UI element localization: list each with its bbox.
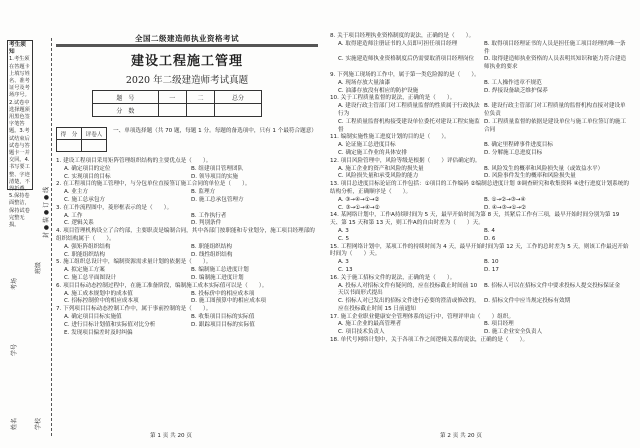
answer-option[interactable]: A. 业主方 — [64, 189, 89, 196]
answer-option[interactable]: A. 施工成本规划中的成本值 — [64, 290, 133, 297]
question-item — [56, 306, 318, 337]
answer-option[interactable]: D. 施工总承包管理方 — [191, 196, 244, 203]
question-item — [330, 314, 630, 337]
label-student-number: 学号 — [11, 343, 18, 356]
question-stem: 5. 施工组织总设计中，编制资源需求量计划的依据是（ ）。 — [56, 259, 212, 266]
option-row — [330, 197, 630, 205]
question-stem: 10. 关于工程质量监督的说法，正确的是（ ）。 — [330, 95, 456, 102]
answer-option[interactable]: A. 确定项目目标实施值 — [64, 313, 122, 320]
answer-option[interactable]: A. 强矩阵组织结构 — [64, 243, 111, 250]
option-row — [56, 220, 318, 228]
label-name: 姓名 — [11, 417, 18, 430]
answer-option[interactable]: C. 招标人对已发出的招标文件进行必要的澄清或修改的，应在投标截止时间 15 日前通知 — [338, 298, 480, 312]
option-row — [56, 330, 318, 338]
question-list-left — [56, 158, 318, 337]
question-item — [330, 337, 630, 345]
option-row — [56, 298, 318, 306]
notice-title: 考生须知 — [9, 42, 26, 56]
left-column — [56, 33, 318, 337]
answer-option[interactable]: D. 工程质量监督的依据是建设单位与施工单位签订的施工合同 — [484, 118, 627, 133]
answer-option[interactable]: C. 施工总平面图设计 — [64, 274, 117, 281]
answer-option[interactable]: A. 拟定施工方案 — [64, 267, 105, 274]
score-table — [92, 90, 262, 117]
score-value-cell[interactable] — [186, 104, 214, 117]
question-stem: 14. 某网络计划中，工作A持续时间为 5 天，最早开始时间为第 8 天，其紧后工作有三项，最早开始时间分别为第 19 天、第 15 天和第 13 天，则工作A的自由时差为（ ）天。 — [330, 212, 620, 227]
option-row — [330, 142, 630, 150]
answer-option[interactable]: C. 进行目标计划值和实际值对比分析 — [64, 321, 156, 328]
answer-option[interactable]: C. 施工总承包方 — [64, 196, 106, 203]
question-item — [56, 181, 318, 204]
option-row — [56, 267, 318, 275]
answer-option[interactable]: D. ④→③→①→② — [484, 204, 526, 211]
answer-option[interactable]: C. 实施建造师执业资格制度后仍需要取消项目经理岗位 — [338, 56, 475, 63]
option-row — [330, 56, 630, 72]
option-row — [56, 166, 318, 174]
question-item — [330, 134, 630, 157]
answer-option[interactable]: B. 招标人可以在招标文件中要求投标人提交投标保证金 — [484, 282, 621, 289]
answer-option[interactable]: C. 13 — [338, 266, 353, 273]
question-item — [330, 95, 630, 134]
answer-option[interactable]: D. 施工图预算中的相应成本项 — [191, 298, 266, 305]
answer-option[interactable]: C. 逻辑关系 — [64, 220, 94, 227]
answer-option[interactable]: D. 招标文件中应当规定投标有效期 — [484, 298, 571, 305]
answer-option[interactable]: B. ①→②→③→④ — [484, 196, 526, 203]
question-stem: 2. 在工程项目的施工管理中，与分包单位直接签订施工合同的单位是（ ）。 — [56, 181, 251, 188]
exam-notice-box — [7, 40, 33, 229]
question-stem: 6. 项目目标动态控制过程中，在施工准备阶段，编制施工成本实际值可以是（ ）。 — [56, 282, 268, 289]
exam-title: 2020 年二级建造师考试真题 — [125, 75, 249, 86]
notice-body: 1.考生须在答题卡上填写姓名、准考证号及考场序号。2.试卷中选择题须用黑色签字笔答题。3.考试结束后试卷与答题卡一并交回。4.书写要工整、字迹清楚，不得折叠。5.保持卷面整洁，保持试卷完整无损。 — [9, 56, 30, 229]
option-row — [330, 259, 630, 267]
answer-option[interactable]: D. 判别条件 — [191, 220, 222, 227]
answer-option[interactable]: B. 编制施工总进度计划 — [191, 267, 249, 274]
answer-option[interactable]: A. 工作 — [64, 212, 83, 219]
page-footer-left: 第 1 页 共 20 页 — [150, 433, 192, 439]
answer-option[interactable]: C. 油漆存放没有相应的防护设施 — [338, 87, 419, 94]
banner-rule — [56, 44, 318, 47]
score-header-cell: 总分 — [215, 91, 262, 104]
option-row — [330, 119, 630, 135]
answer-option[interactable]: D. 跟踪项目目标的实际值 — [191, 321, 255, 328]
answer-option[interactable]: A. 建设行政主管部门对工程质量监督的性质属于行政执法行为 — [338, 103, 480, 117]
label-exam-room: 考场 — [11, 277, 18, 290]
answer-option[interactable]: B. 风险发生的概率和风险损失量（或效益水平） — [484, 165, 604, 172]
answer-option[interactable]: A. 投标人对招标文件有疑问的，应在投标截止时间前 10 天以书面形式提出 — [338, 282, 478, 297]
answer-option[interactable]: A. 3 — [338, 227, 349, 234]
score-header-cell: 二 — [186, 91, 214, 104]
answer-option[interactable]: C. ③→①→④→② — [338, 204, 380, 211]
question-stem: 7. 下列项目目标动态控制工作中，属于事前控制的是（ ）。 — [56, 306, 212, 313]
answer-option[interactable]: B. 4 — [484, 227, 495, 234]
page-footer-right: 第 2 页 共 20 页 — [440, 433, 482, 439]
option-row — [330, 41, 630, 57]
answer-option[interactable]: C. 确定施工作业的具体安排 — [338, 149, 407, 156]
answer-option[interactable]: A. 确定项目的定位 — [64, 165, 111, 172]
option-row — [330, 283, 630, 299]
option-row — [56, 244, 318, 252]
grader-cell: 得 分 — [57, 128, 82, 140]
question-item — [330, 212, 630, 243]
answer-option[interactable]: D. 领导项目的实施 — [191, 173, 239, 180]
question-stem: 3. 在工作流程图中，菱形框表示的是（ ）。 — [56, 204, 173, 211]
option-row — [56, 197, 318, 205]
question-stem: 1. 建设工程项目采用矩阵管理组织结构的主要优点是（ ）。 — [56, 158, 212, 164]
question-item — [330, 33, 630, 72]
answer-option[interactable]: B. 建设行政主管部门对工程质量的监督机构直接对建设单位负责 — [484, 103, 626, 117]
question-item — [56, 228, 318, 259]
answer-option[interactable]: A. 施工企业的最高管理者 — [338, 321, 402, 328]
subject-title: 建设工程施工管理 — [130, 54, 243, 69]
answer-option[interactable]: A. 施工企业的资产和风险的损失量 — [338, 165, 424, 172]
option-row — [330, 80, 630, 88]
option-row — [330, 103, 630, 119]
question-item — [330, 181, 630, 212]
question-stem: 11. 编制实施性施工进度计划的目的是（ ）。 — [330, 134, 450, 141]
answer-option[interactable]: C. 5 — [338, 235, 350, 242]
question-stem: 12. 项目风险管理中，风险等级是根据（ ）评估确定的。 — [330, 157, 481, 164]
question-item — [56, 259, 318, 282]
answer-option[interactable]: B. 职能组织结构 — [191, 243, 232, 250]
binding-strip — [3, 38, 52, 436]
grader-cell: 评卷人 — [82, 128, 107, 140]
answer-option[interactable]: B. 项目经理 — [484, 321, 514, 328]
option-row — [330, 236, 630, 244]
right-column — [330, 33, 630, 345]
score-header-cell: 题 号 — [93, 91, 159, 104]
answer-option[interactable]: A. 3 — [338, 259, 349, 266]
option-row — [330, 298, 630, 314]
option-row — [330, 228, 630, 236]
cut-line-marks: 封 ● 装 ● 订 ● 线 — [43, 186, 50, 238]
answer-option[interactable]: C. 工程质量监督机构接受建设单位委托对建设工程实施监督 — [338, 118, 480, 133]
label-class: 班级 — [35, 261, 42, 274]
answer-option[interactable]: C. 职能组织结构 — [64, 251, 106, 258]
answer-option[interactable]: A. 取得建造师注册证书的人员即可担任项目经理 — [338, 40, 458, 47]
answer-option[interactable]: D. 编制施工进度计划 — [191, 274, 244, 281]
option-row — [56, 213, 318, 221]
grader-table — [56, 127, 107, 152]
answer-option[interactable]: C. 风险损失量和承受风险的能力 — [338, 173, 419, 180]
question-item — [330, 275, 630, 314]
question-stem: 15. 工程网络计划中，某项工作的持续时间为 4 天，最早开始时间为第 12 天，工作的总时差为 5 天，则该工作最迟开始时间为（ ）天。 — [330, 243, 629, 258]
answer-option[interactable]: D. 17 — [484, 266, 499, 273]
answer-option[interactable]: B. 10 — [484, 259, 499, 266]
answer-option[interactable]: E. 发现项目偏差时及时纠偏 — [64, 329, 133, 336]
answer-option[interactable]: C. 招标控制价中的相应成本项 — [64, 298, 139, 305]
question-stem: 18. 单代号网络计划中，关于各项工作之间逻辑关系的说法，正确的是（ ）。 — [330, 337, 529, 344]
grader-cell-empty[interactable] — [57, 140, 82, 152]
option-row — [330, 173, 630, 181]
answer-option[interactable]: D. 施工企业安全负责人 — [484, 329, 543, 336]
question-item — [56, 205, 318, 228]
option-row — [330, 329, 630, 337]
answer-option[interactable]: D. 焊接设备缺乏维护保养 — [484, 87, 548, 94]
question-stem: 13. 项目总进度目标论证的工作包括：①项目的工作编码 ②编制总进度计划 ③调查研究和收集资料 ④进行进度计划系统的结构分析，正确顺序是（ ）。 — [330, 181, 629, 195]
answer-option[interactable]: B. 组建项目管理团队 — [191, 165, 244, 172]
question-item — [330, 244, 630, 275]
option-row — [330, 267, 630, 275]
score-label-cell: 分 数 — [93, 104, 159, 117]
question-stem: 16. 关于施工招标文件的说法，正确的是（ ）。 — [330, 274, 456, 281]
answer-option[interactable]: B. 监理方 — [191, 189, 216, 196]
question-stem: 8. 关于项目经理执业资格制度的说法，正确的是（ ）。 — [330, 33, 475, 39]
answer-option[interactable]: A. ③→④→①→② — [338, 196, 380, 203]
question-stem: 17. 施工企业职业健康安全管理体系的运行中，管理评审由（ ）组织。 — [330, 313, 515, 320]
question-item — [330, 158, 630, 181]
section-one-header — [56, 127, 318, 152]
grader-cell-empty[interactable] — [82, 140, 107, 152]
answer-option[interactable]: B. 收集项目目标的实际值 — [191, 313, 255, 320]
answer-option[interactable]: B. 工人操作违章不规范 — [484, 79, 542, 86]
answer-option[interactable]: B. 投标价中的相应成本项 — [191, 290, 255, 297]
question-item — [330, 72, 630, 95]
answer-option[interactable]: A. 论证施工总进度目标 — [338, 142, 396, 149]
option-row — [56, 189, 318, 197]
score-header-cell: 一 — [158, 91, 186, 104]
answer-option[interactable]: B. 工作执行者 — [191, 212, 227, 219]
answer-option[interactable]: A. 现场存放大量油漆 — [338, 79, 391, 86]
answer-option[interactable]: B. 取得项目经理证书的人员是担任施工项目经理的唯一条件 — [484, 40, 626, 55]
section-instructions: 一、单项选择题（共 70 题，每题 1 分。每题的备选项中，只有 1 个最符合题意） — [113, 128, 317, 134]
question-stem: 9. 下列施工现场的工作中，属于第一类危险源的是（ ）。 — [330, 71, 480, 78]
question-list-right — [330, 33, 630, 345]
question-stem: 4. 项目管理机构设立了合约部，主要职责是编制合同，其中各部门按职能和专业划分，施工项目经理部的组织结构属于（ ）。 — [56, 228, 315, 242]
option-row — [330, 150, 630, 158]
answer-option[interactable]: D. 线性组织结构 — [191, 251, 233, 258]
answer-option[interactable]: B. 确定里程碑事件进度目标 — [484, 142, 553, 149]
label-school: 学校 — [35, 417, 42, 430]
option-row — [56, 275, 318, 283]
answer-option[interactable]: D. 分解施工总进度目标 — [484, 149, 543, 156]
answer-option[interactable]: C. 项目技术负责人 — [338, 329, 385, 336]
option-row — [56, 322, 318, 330]
answer-option[interactable]: D. 风险事件发生的概率和风险损失量 — [484, 173, 576, 180]
question-item — [56, 283, 318, 306]
exam-series-banner: 全国二级建造师执业资格考试 — [135, 34, 239, 43]
answer-option[interactable]: D. 取得建造师执业资格的人员表明其知识和能力符合建造师执业的要求 — [484, 56, 627, 71]
score-value-cell[interactable] — [158, 104, 186, 117]
score-value-cell[interactable] — [215, 104, 262, 117]
question-item — [56, 158, 318, 181]
answer-option[interactable]: C. 实现项目的目标 — [64, 173, 111, 180]
answer-option[interactable]: D. 6 — [484, 235, 496, 242]
option-row — [56, 314, 318, 322]
